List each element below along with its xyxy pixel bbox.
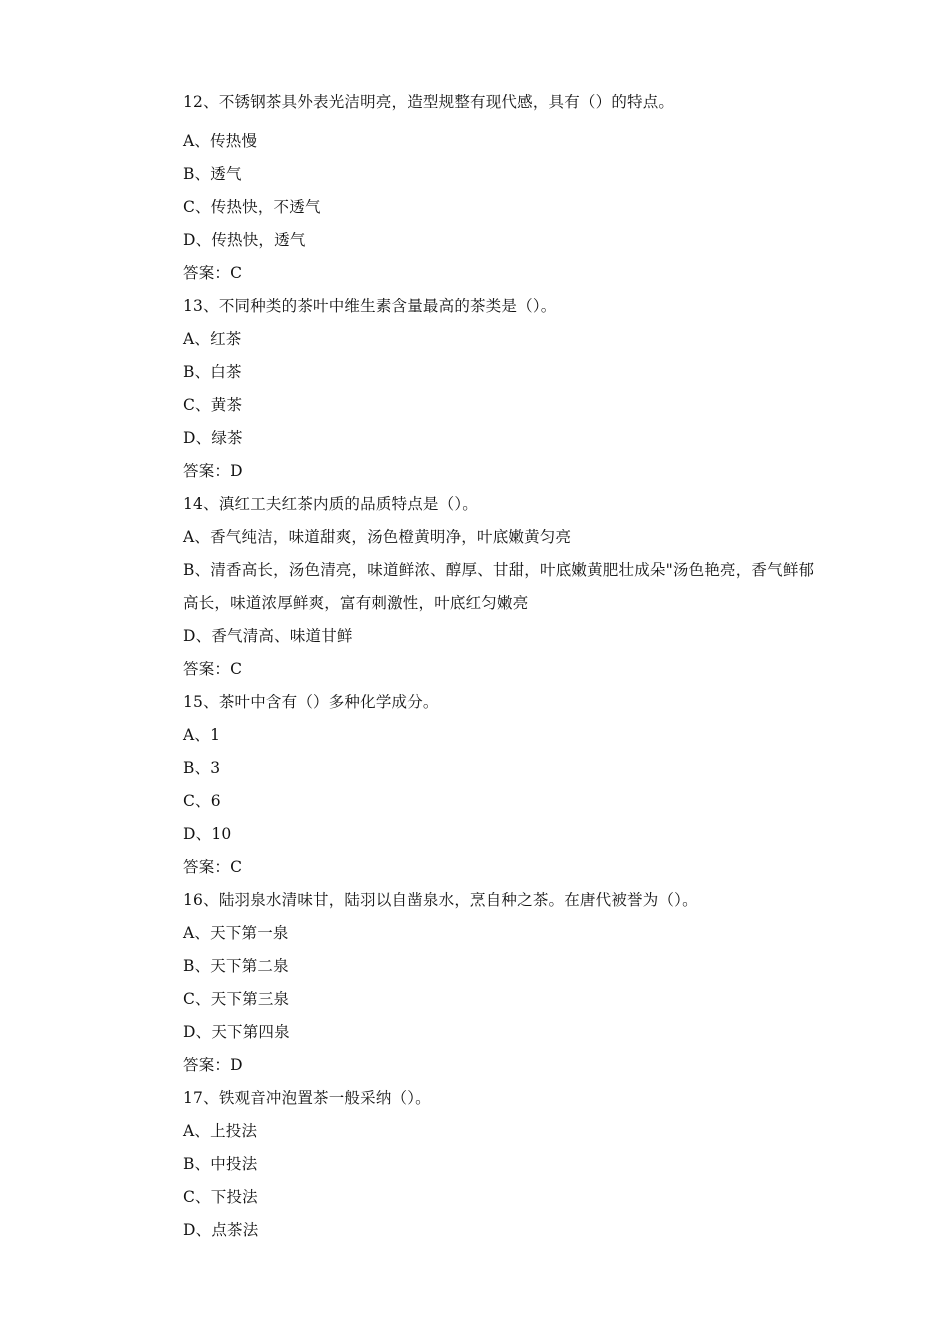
question-17 (183, 1082, 823, 1247)
answer: 答案：C (183, 660, 243, 678)
answer: 答案：D (183, 1056, 243, 1074)
option-a: A、红茶 (183, 330, 242, 348)
option-c: C、下投法 (183, 1188, 258, 1206)
option-c: C、传热快，不透气 (183, 198, 321, 216)
option-d: D、10 (183, 825, 232, 843)
option-a: A、天下第一泉 (183, 924, 289, 942)
option-a: A、1 (183, 726, 221, 744)
question-stem: 15、茶叶中含有（）多种化学成分。 (183, 693, 439, 711)
question-14 (183, 488, 823, 686)
option-b: B、3 (183, 759, 221, 777)
option-a: A、上投法 (183, 1122, 258, 1140)
answer: 答案：C (183, 264, 243, 282)
question-stem: 12、不锈钢茶具外表光洁明亮，造型规整有现代感，具有（）的特点。 (183, 93, 675, 111)
question-stem: 16、陆羽泉水清味甘，陆羽以自凿泉水，烹自种之茶。在唐代被誉为（）。 (183, 891, 698, 909)
option-d: D、点茶法 (183, 1221, 259, 1239)
option-d: D、绿茶 (183, 429, 243, 447)
question-list (183, 86, 823, 1247)
option-c: C、天下第三泉 (183, 990, 290, 1008)
question-15 (183, 686, 823, 884)
question-stem: 14、滇红工夫红茶内质的品质特点是（）。 (183, 495, 478, 513)
option-b: B、透气 (183, 165, 242, 183)
question-16 (183, 884, 823, 1082)
option-b: B、中投法 (183, 1155, 258, 1173)
option-d: D、天下第四泉 (183, 1023, 290, 1041)
option-b: B、清香高长，汤色清亮，味道鲜浓、醇厚、甘甜，叶底嫩黄肥壮成朵"汤色艳亮，香气鲜郁高长，味道浓厚鲜爽，富有刺激性，叶底红匀嫩亮 (183, 561, 815, 612)
question-13 (183, 290, 823, 488)
option-d: D、香气清高、味道甘鲜 (183, 627, 353, 645)
option-b: B、天下第二泉 (183, 957, 289, 975)
answer: 答案：C (183, 858, 243, 876)
option-b: B、白茶 (183, 363, 242, 381)
question-stem: 13、不同种类的茶叶中维生素含量最高的茶类是（）。 (183, 297, 557, 315)
question-12 (183, 86, 823, 290)
option-a: A、香气纯洁，味道甜爽，汤色橙黄明净，叶底嫩黄匀亮 (183, 528, 572, 546)
answer: 答案：D (183, 462, 243, 480)
option-a: A、传热慢 (183, 132, 258, 150)
option-c: C、黄茶 (183, 396, 243, 414)
option-d: D、传热快，透气 (183, 231, 306, 249)
option-c: C、6 (183, 792, 221, 810)
question-stem: 17、铁观音冲泡置茶一般采纳（）。 (183, 1089, 431, 1107)
